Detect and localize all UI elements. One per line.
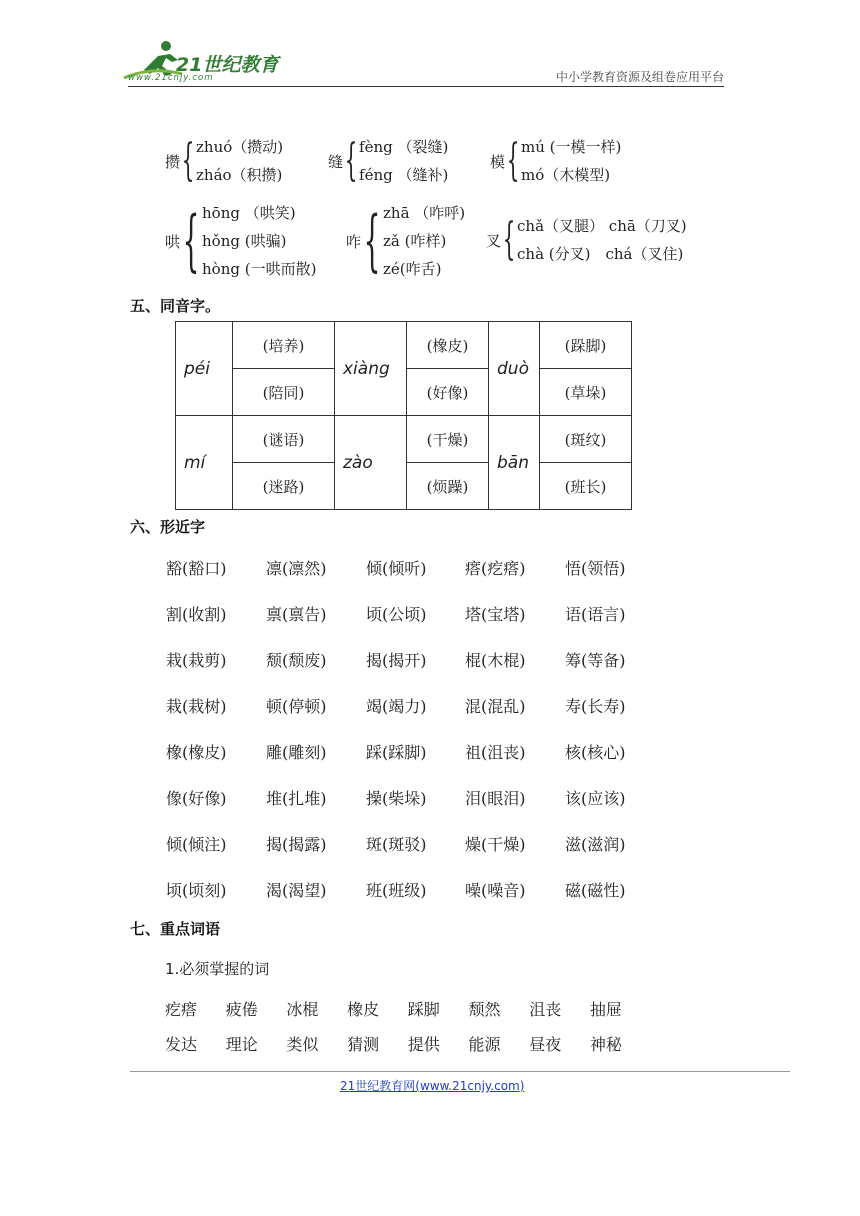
brace-icon: {	[344, 135, 358, 186]
polyphone-reading: hǒng (哄骗)	[202, 232, 287, 250]
similar-char-item: 筹(等备)	[565, 651, 626, 670]
polyphone-zan	[165, 133, 283, 189]
polyphone-hong	[165, 199, 316, 283]
polyphone-char: 哄	[165, 232, 181, 251]
similar-char-item: 割(收割)	[166, 605, 227, 624]
similar-char-item: 倾(倾听)	[366, 559, 427, 578]
polyphone-reading: mú (一模一样)	[521, 138, 622, 156]
pinyin-cell: bān	[489, 416, 540, 510]
similar-char-item: 斑(斑驳)	[366, 835, 427, 854]
word-cell: (陪同)	[233, 369, 335, 416]
word-cell: (烦躁)	[407, 463, 489, 510]
key-word-item: 昼夜	[529, 1035, 562, 1054]
polyphone-reading: zháo（积攒)	[196, 166, 283, 184]
similar-char-item: 棍(木棍)	[465, 651, 526, 670]
similar-char-item: 栽(栽树)	[166, 697, 227, 716]
polyphone-reading: féng （缝补)	[359, 166, 449, 184]
key-word-item: 橡皮	[347, 1000, 380, 1019]
similar-char-item: 禀(禀告)	[266, 605, 327, 624]
pinyin-cell: xiàng	[335, 322, 407, 416]
polyphone-char: 咋	[346, 232, 362, 251]
similar-char-item: 语(语言)	[565, 605, 626, 624]
pinyin-cell: duò	[489, 322, 540, 416]
polyphone-char: 攒	[165, 152, 181, 171]
section-title-similar-chars: 六、形近字	[130, 518, 206, 536]
similar-char-item: 揭(揭开)	[366, 651, 427, 670]
pinyin-cell: zào	[335, 416, 407, 510]
polyphone-reading: zhuó（攒动)	[196, 138, 284, 156]
similar-char-item: 该(应该)	[565, 789, 626, 808]
polyphone-char: 模	[490, 152, 506, 171]
polyphone-za	[346, 199, 465, 283]
key-word-item: 类似	[286, 1035, 319, 1054]
brace-icon: {	[502, 214, 516, 265]
similar-char-item: 泪(眼泪)	[465, 789, 526, 808]
section-title-key-words: 七、重点词语	[130, 920, 221, 938]
polyphone-reading: fèng （裂缝)	[359, 138, 449, 156]
brace-icon: {	[181, 135, 195, 186]
pinyin-cell: péi	[176, 322, 233, 416]
table-row	[176, 416, 632, 463]
similar-char-item: 凛(凛然)	[266, 559, 327, 578]
key-word-item: 提供	[407, 1035, 440, 1054]
similar-char-item: 堆(扎堆)	[266, 789, 327, 808]
polyphone-reading: zé(咋舌)	[383, 260, 442, 278]
key-word-item: 神秘	[589, 1035, 622, 1054]
polyphone-cha	[486, 212, 687, 268]
key-word-item: 颓然	[468, 1000, 501, 1019]
word-cell: (迷路)	[233, 463, 335, 510]
polyphone-char: 缝	[328, 152, 344, 171]
similar-char-item: 燥(干燥)	[465, 835, 526, 854]
word-cell: (干燥)	[407, 416, 489, 463]
similar-char-item: 栽(栽剪)	[166, 651, 227, 670]
brace-icon: {	[182, 202, 200, 279]
polyphone-reading: hōng （哄笑)	[202, 204, 296, 222]
similar-char-item: 磁(磁性)	[565, 881, 626, 900]
similar-char-item: 橡(橡皮)	[166, 743, 227, 762]
key-word-item: 能源	[468, 1035, 501, 1054]
polyphone-char: 叉	[486, 231, 502, 250]
key-word-item: 发达	[165, 1035, 198, 1054]
polyphone-mo	[490, 133, 621, 189]
similar-char-item: 混(混乱)	[465, 697, 526, 716]
similar-char-item: 顷(公顷)	[366, 605, 427, 624]
logo-url: www.21cnjy.com	[128, 73, 214, 83]
word-cell: (培养)	[233, 322, 335, 369]
words-subtitle: 1.必须掌握的词	[165, 960, 270, 978]
word-cell: (好像)	[407, 369, 489, 416]
word-cell: (草垛)	[540, 369, 632, 416]
polyphone-reading: chǎ（叉腿） chā（刀叉)	[517, 217, 687, 235]
polyphone-feng	[328, 133, 448, 189]
similar-char-item: 祖(沮丧)	[465, 743, 526, 762]
key-word-item: 疙瘩	[165, 1000, 198, 1019]
similar-char-item: 瘩(疙瘩)	[465, 559, 526, 578]
similar-char-item: 揭(揭露)	[266, 835, 327, 854]
footer-divider	[130, 1071, 790, 1072]
footer-link[interactable]: 21世纪教育网(www.21cnjy.com)	[340, 1079, 525, 1093]
key-word-item: 踩脚	[407, 1000, 440, 1019]
similar-char-item: 踩(踩脚)	[366, 743, 427, 762]
key-word-item: 猜测	[347, 1035, 380, 1054]
similar-char-item: 颓(颓废)	[266, 651, 327, 670]
similar-char-item: 竭(竭力)	[366, 697, 427, 716]
key-word-item: 理论	[225, 1035, 258, 1054]
brace-icon: {	[363, 202, 381, 279]
similar-char-item: 寿(长寿)	[565, 697, 626, 716]
word-cell: (跺脚)	[540, 322, 632, 369]
polyphone-reading: mó（木模型)	[521, 166, 611, 184]
key-word-item: 冰棍	[286, 1000, 319, 1019]
word-cell: (斑纹)	[540, 416, 632, 463]
polyphone-reading: hòng (一哄而散)	[202, 260, 317, 278]
similar-char-item: 悟(领悟)	[565, 559, 626, 578]
similar-char-item: 渴(渴望)	[266, 881, 327, 900]
word-cell: (谜语)	[233, 416, 335, 463]
word-cell: (橡皮)	[407, 322, 489, 369]
key-word-item: 沮丧	[529, 1000, 562, 1019]
similar-char-item: 核(核心)	[565, 743, 626, 762]
word-cell: (班长)	[540, 463, 632, 510]
similar-char-item: 滋(滋润)	[565, 835, 626, 854]
similar-char-item: 顷(顷刻)	[166, 881, 227, 900]
similar-char-item: 倾(倾注)	[166, 835, 227, 854]
homophone-table	[175, 321, 632, 510]
polyphone-reading: zǎ (咋样)	[383, 232, 447, 250]
similar-char-item: 雕(雕刻)	[266, 743, 327, 762]
similar-char-item: 塔(宝塔)	[465, 605, 526, 624]
key-word-item: 抽屉	[589, 1000, 622, 1019]
section-title-homophones: 五、同音字。	[130, 297, 221, 315]
header-platform-text: 中小学教育资源及组卷应用平台	[555, 70, 724, 84]
similar-char-item: 像(好像)	[166, 789, 227, 808]
similar-char-item: 噪(噪音)	[465, 881, 526, 900]
header-divider	[128, 86, 724, 87]
similar-char-item: 豁(豁口)	[166, 559, 227, 578]
similar-char-item: 操(柴垛)	[366, 789, 427, 808]
pinyin-cell: mí	[176, 416, 233, 510]
brace-icon: {	[506, 135, 520, 186]
logo-text: 21世纪教育	[176, 54, 279, 76]
similar-char-item: 班(班级)	[366, 881, 427, 900]
similar-char-item: 顿(停顿)	[266, 697, 327, 716]
polyphone-reading: chà (分叉) chá（叉住)	[517, 245, 684, 263]
key-word-item: 疲倦	[225, 1000, 258, 1019]
table-row	[176, 322, 632, 369]
polyphone-reading: zhā （咋呼)	[383, 204, 466, 222]
